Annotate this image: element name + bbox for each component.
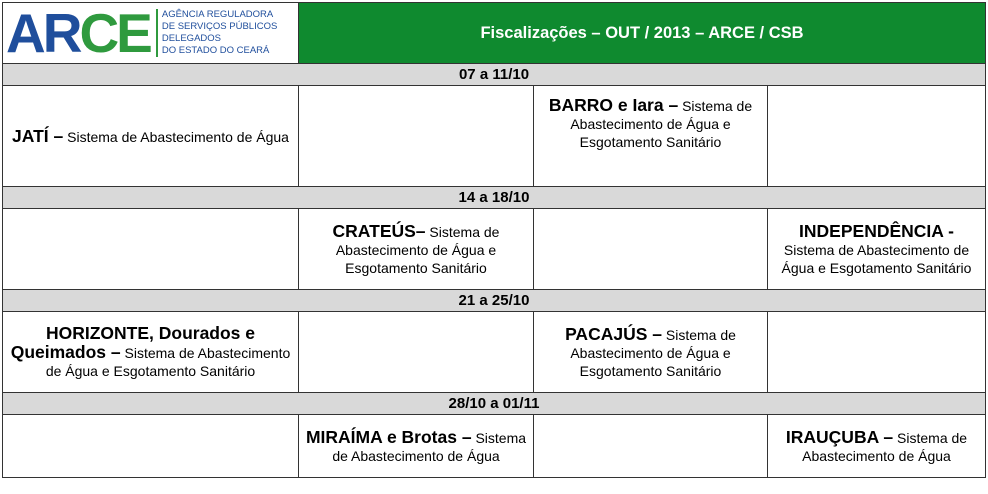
- schedule-cell-empty: [534, 415, 768, 478]
- logo-agency-name: [156, 9, 277, 57]
- schedule-cell: [299, 209, 534, 290]
- logo-cell: [3, 3, 299, 64]
- logo-wordmark-ar: AR: [6, 2, 80, 64]
- schedule-cell-empty: [768, 86, 986, 187]
- week-header: 21 a 25/10: [3, 290, 986, 312]
- schedule-cell: [768, 415, 986, 478]
- city-name: INDEPENDÊNCIA -: [799, 220, 954, 241]
- page-title: Fiscalizações – OUT / 2013 – ARCE / CSB: [299, 3, 986, 64]
- schedule-cell: [299, 415, 534, 478]
- system-description: Sistema de Abastecimento de Água: [63, 128, 289, 145]
- city-name: JATÍ –: [12, 125, 64, 146]
- schedule-cell-empty: [299, 312, 534, 393]
- schedule-cell-empty: [768, 312, 986, 393]
- arce-logo: [3, 3, 298, 63]
- logo-wordmark-ce: CE: [79, 2, 150, 64]
- city-name: CRATEÚS–: [332, 220, 426, 241]
- system-description: Sistema de Abastecimento de Água e Esgotamento Sanitário: [570, 326, 736, 379]
- week-header: 07 a 11/10: [3, 64, 986, 86]
- schedule-cell-empty: [3, 209, 299, 290]
- system-description: Sistema de Abastecimento de Água e Esgotamento Sanitário: [45, 345, 291, 379]
- schedule-cell: [534, 312, 768, 393]
- logo-wordmark: [6, 3, 150, 63]
- week-header: 28/10 a 01/11: [3, 393, 986, 415]
- schedule-cell: [3, 86, 299, 187]
- schedule-cell: [3, 312, 299, 393]
- week-header: 14 a 18/10: [3, 187, 986, 209]
- city-name: BARRO e Iara –: [548, 95, 679, 115]
- city-name: PACAJÚS –: [565, 323, 662, 344]
- city-name: IRAUÇUBA –: [785, 426, 894, 447]
- schedule-cell-empty: [3, 415, 299, 478]
- system-description: Sistema de Abastecimento de Água e Esgotamento Sanitário: [781, 241, 972, 276]
- system-description: Sistema de Abastecimento de Água e Esgotamento Sanitário: [570, 98, 753, 150]
- schedule-cell-empty: [534, 209, 768, 290]
- city-name: HORIZONTE, Dourados e Queimados –: [10, 323, 256, 362]
- logo-line: DE SERVIÇOS PÚBLICOS: [161, 21, 278, 32]
- logo-line: DO ESTADO DO CEARÁ: [161, 45, 270, 56]
- logo-line: DELEGADOS: [161, 33, 221, 44]
- city-name: MIRAÍMA e Brotas –: [305, 426, 472, 447]
- system-description: Sistema de Abastecimento de Água: [332, 429, 527, 464]
- system-description: Sistema de Abastecimento de Água e Esgotamento Sanitário: [335, 223, 500, 276]
- schedule-cell: [534, 86, 768, 187]
- schedule-cell: [768, 209, 986, 290]
- schedule-cell-empty: [299, 86, 534, 187]
- inspection-schedule-table: [2, 2, 986, 478]
- logo-line: AGÊNCIA REGULADORA: [161, 9, 274, 20]
- system-description: Sistema de Abastecimento de Água: [802, 429, 968, 464]
